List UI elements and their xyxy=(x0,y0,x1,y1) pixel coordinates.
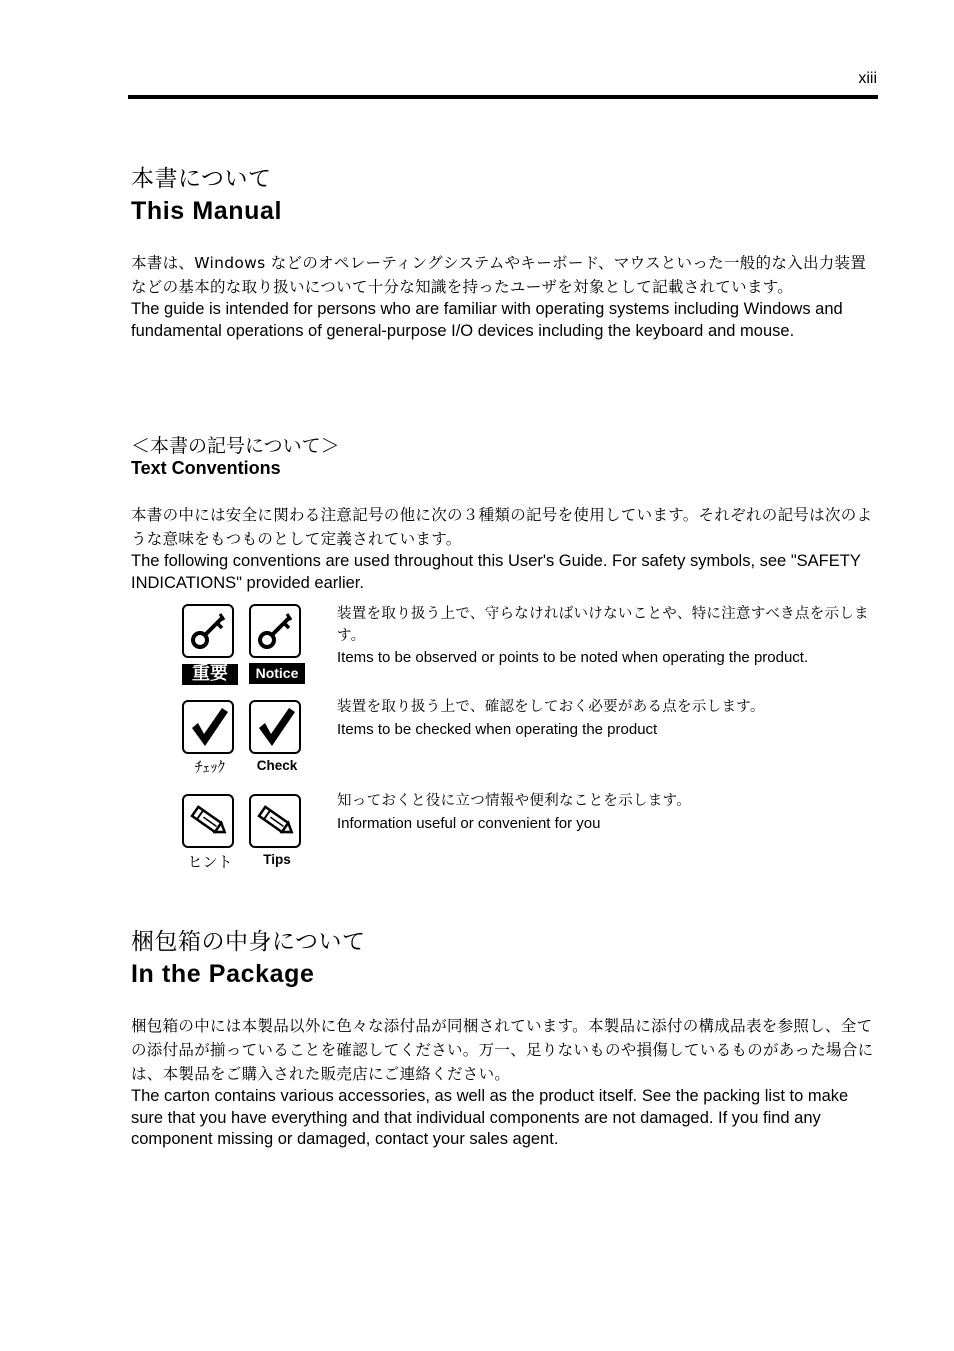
convention-check xyxy=(182,700,882,790)
text-en: Information useful or convenient for you xyxy=(337,814,601,832)
section-body xyxy=(131,251,876,342)
text-jp: 装置を取り扱う上で、守らなければいけないことや、特に注意すべき点を示します。 xyxy=(337,606,869,644)
label-en: Check xyxy=(256,758,298,773)
checkmark-icon xyxy=(249,700,301,754)
label-en: Tips xyxy=(263,852,291,867)
pencil-icon xyxy=(182,794,234,848)
key-icon xyxy=(249,604,301,658)
label-jp: 重要 xyxy=(182,664,238,685)
body-en: The guide is intended for persons who are familiar with operating systems including Windows and fundamental operations of general-purpose I/O devices including the keyboard and mouse. xyxy=(131,300,843,340)
label-jp: ﾁｪｯｸ xyxy=(194,758,225,776)
convention-notice xyxy=(182,604,882,694)
label-en: Notice xyxy=(249,663,305,684)
header-rule xyxy=(128,95,878,99)
section-title-jp: 本書について xyxy=(131,166,272,192)
text-jp: 知っておくと役に立つ情報や便利なことを示します。 xyxy=(337,793,692,809)
body-jp: 本書は、Windows などのオペレーティングシステムやキーボード、マウスといった一般的な入出力装置などの基本的な取り扱いについて十分な知識を持ったユーザを対象として記載されています。 xyxy=(131,254,867,296)
section-title-en: This Manual xyxy=(131,197,283,225)
convention-tips xyxy=(182,794,882,884)
subsection-title-jp: ＜本書の記号について＞ xyxy=(131,435,340,457)
text-en: Items to be observed or points to be noted when operating the product. xyxy=(337,649,809,666)
text-jp: 装置を取り扱う上で、確認をしておく必要がある点を示します。 xyxy=(337,699,765,715)
body-jp: 本書の中には安全に関わる注意記号の他に次の３種類の記号を使用しています。それぞれの記号は次のような意味をもつものとして定義されています。 xyxy=(131,506,873,548)
section-title-en: In the Package xyxy=(131,960,315,988)
section-title-jp: 梱包箱の中身について xyxy=(131,929,366,955)
convention-text xyxy=(337,697,877,740)
text-en: Items to be checked when operating the product xyxy=(337,720,658,738)
body-en: The carton contains various accessories, as well as the product itself. See the packing list to make sure that you have everything and that individual components are not damaged. If you find any component missing or damaged, contact your sales agent. xyxy=(131,1087,849,1148)
page-number: xiii xyxy=(858,70,877,87)
body-jp: 梱包箱の中には本製品以外に色々な添付品が同梱されています。本製品に添付の構成品表を参照し、全ての添付品が揃っていることを確認してください。万一、足りないものや損傷しているものがあった場合には、本製品をご購入された販売店にご連絡ください。 xyxy=(131,1017,874,1083)
checkmark-icon xyxy=(182,700,234,754)
convention-text xyxy=(337,791,877,834)
convention-text xyxy=(337,604,877,669)
body-en: The following conventions are used throughout this User's Guide. For safety symbols, see "SAFETY INDICATIONS" provided earlier. xyxy=(131,552,861,592)
pencil-icon xyxy=(249,794,301,848)
label-jp: ヒント xyxy=(187,853,233,871)
section-body xyxy=(131,1014,876,1151)
key-icon xyxy=(182,604,234,658)
subsection-title-en: Text Conventions xyxy=(131,458,281,478)
conventions-intro xyxy=(131,503,876,594)
